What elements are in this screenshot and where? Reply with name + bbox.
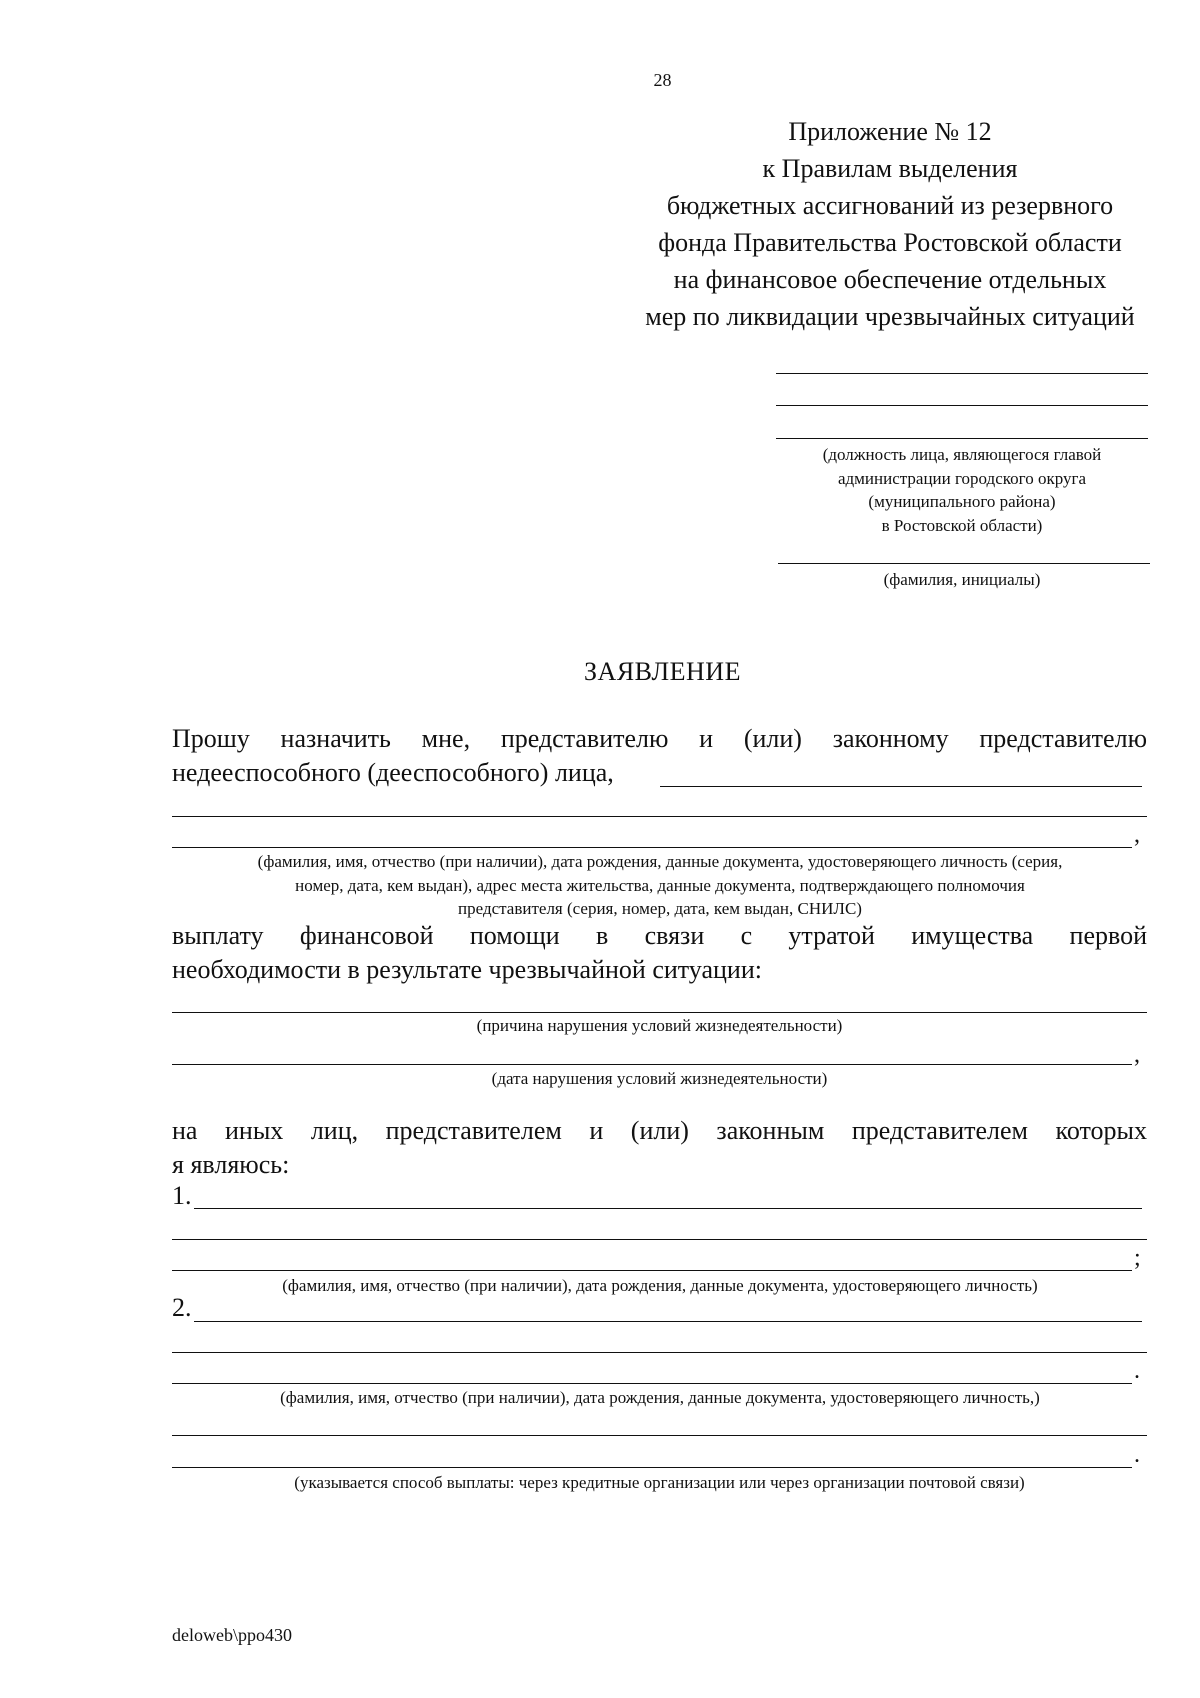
- item-1-number: 1.: [172, 1181, 192, 1210]
- caption-line: администрации городского округа: [837, 468, 1087, 488]
- caption-line: представителя (серия, номер, дата, кем выдан, СНИЛС): [458, 899, 862, 918]
- addressee-name-caption: (фамилия, инициалы): [883, 570, 1041, 589]
- page-number: 28: [653, 70, 672, 90]
- item-2-line-1[interactable]: [194, 1321, 1142, 1322]
- payment-line-2: необходимости в результате чрезвычайной ситуации:: [172, 955, 762, 984]
- request-person-line-1[interactable]: [660, 786, 1142, 787]
- item-1-line-3[interactable]: [172, 1270, 1132, 1271]
- item-2-period: .: [1134, 1358, 1140, 1384]
- item-2-caption: (фамилия, имя, отчество (при наличии), дата рождения, данные документа, удостоверяющего личность,): [280, 1388, 1040, 1407]
- method-caption: (указывается способ выплаты: через кредитные организации или через организации почтовой связи): [294, 1473, 1025, 1492]
- addressee-position-line-2[interactable]: [776, 405, 1148, 406]
- reason-caption: (причина нарушения условий жизнедеятельности): [476, 1016, 843, 1035]
- method-line-2[interactable]: [172, 1467, 1132, 1468]
- reason-line[interactable]: [172, 1012, 1147, 1013]
- date-line[interactable]: [172, 1064, 1132, 1065]
- item-2-line-2[interactable]: [172, 1352, 1147, 1353]
- caption-line: (должность лица, являющегося главой: [822, 445, 1102, 464]
- item-1-semicolon: ;: [1134, 1245, 1141, 1271]
- request-line-1: Прошу назначить мне, представителю и (или) законному представителю: [172, 724, 1147, 753]
- request-caption: [160, 850, 1160, 921]
- appendix-line: бюджетных ассигнований из резервного: [666, 191, 1114, 220]
- addressee-position-caption: [770, 443, 1154, 537]
- request-person-line-3[interactable]: [172, 847, 1132, 848]
- addressee-position-line-3[interactable]: [776, 438, 1148, 439]
- request-line-2: недееспособного (дееспособного) лица,: [172, 758, 614, 787]
- appendix-line: мер по ликвидации чрезвычайных ситуаций: [645, 302, 1135, 331]
- date-comma: ,: [1134, 1042, 1140, 1068]
- appendix-line: Приложение № 12: [788, 117, 992, 146]
- appendix-line: фонда Правительства Ростовской области: [658, 228, 1122, 257]
- item-1-line-1[interactable]: [194, 1208, 1142, 1209]
- footer-file-path: deloweb\ppo430: [172, 1625, 292, 1645]
- caption-line: (муниципального района): [868, 492, 1056, 511]
- payment-line-1: выплату финансовой помощи в связи с утратой имущества первой: [172, 921, 1147, 950]
- request-comma: ,: [1134, 822, 1140, 848]
- others-line-2: я являюсь:: [172, 1150, 290, 1179]
- item-2-line-3[interactable]: [172, 1383, 1132, 1384]
- appendix-line: на финансовое обеспечение отдельных: [673, 265, 1107, 294]
- appendix-line: к Правилам выделения: [762, 154, 1018, 183]
- method-line-1[interactable]: [172, 1435, 1147, 1436]
- addressee-position-line-1[interactable]: [776, 373, 1148, 374]
- others-line-1: на иных лиц, представителем и (или) законным представителем которых: [172, 1116, 1147, 1145]
- caption-line: (фамилия, имя, отчество (при наличии), дата рождения, данные документа, удостоверяющего личность (серия,: [257, 852, 1063, 871]
- addressee-name-line[interactable]: [778, 563, 1150, 564]
- request-person-line-2[interactable]: [172, 816, 1147, 817]
- item-2-number: 2.: [172, 1293, 192, 1322]
- date-caption: (дата нарушения условий жизнедеятельности): [491, 1069, 828, 1088]
- caption-line: номер, дата, кем выдан), адрес места жительства, данные документа, подтверждающего полномочия: [295, 875, 1025, 895]
- item-1-line-2[interactable]: [172, 1239, 1147, 1240]
- appendix-header: [560, 113, 1200, 335]
- method-period: .: [1134, 1442, 1140, 1468]
- caption-line: в Ростовской области): [881, 515, 1043, 535]
- document-title: ЗАЯВЛЕНИЕ: [584, 657, 741, 686]
- item-1-caption: (фамилия, имя, отчество (при наличии), дата рождения, данные документа, удостоверяющего личность): [282, 1276, 1038, 1295]
